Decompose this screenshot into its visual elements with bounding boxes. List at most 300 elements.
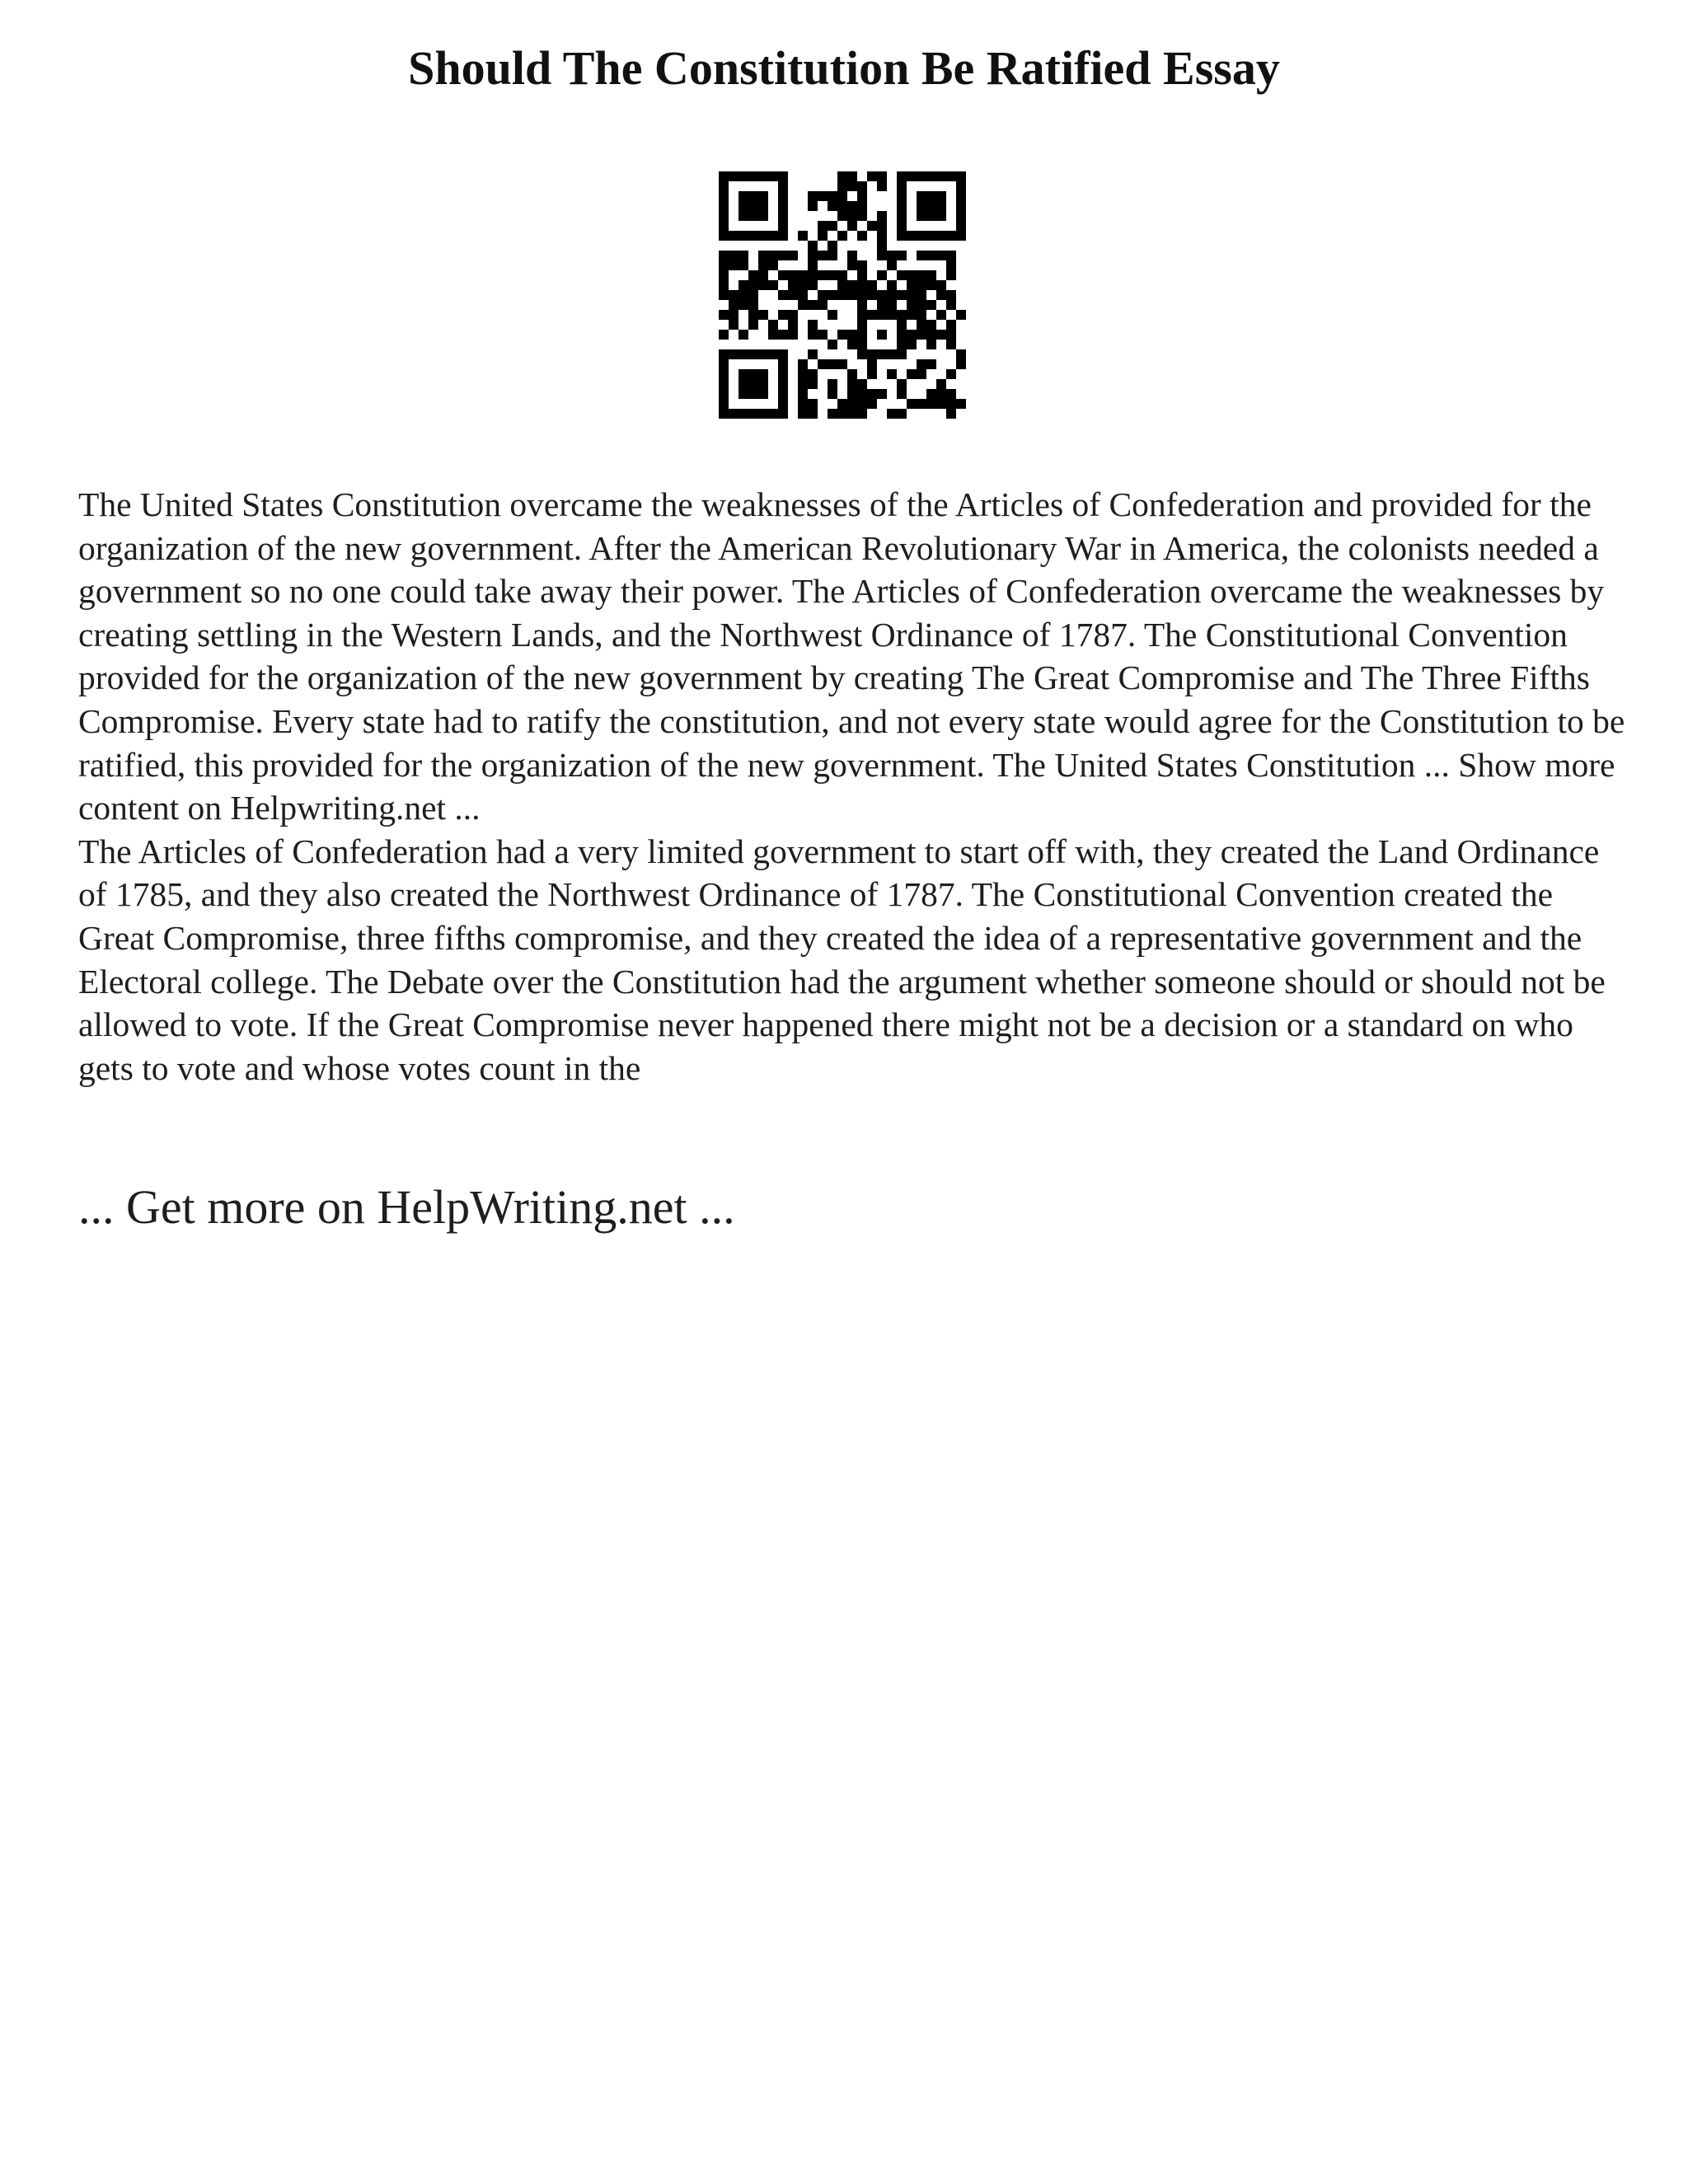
qr-module xyxy=(719,399,729,409)
qr-module xyxy=(897,221,907,231)
qr-module xyxy=(857,409,867,419)
qr-module xyxy=(768,349,778,359)
qr-module xyxy=(956,211,966,221)
qr-module xyxy=(946,320,956,330)
qr-module xyxy=(907,290,917,300)
qr-module xyxy=(738,290,748,300)
qr-module xyxy=(808,270,818,280)
qr-module xyxy=(907,369,917,379)
qr-module xyxy=(719,171,729,181)
qr-module xyxy=(857,389,867,399)
qr-module xyxy=(837,191,847,201)
qr-module xyxy=(788,290,798,300)
qr-module xyxy=(887,290,897,300)
qr-module xyxy=(828,359,837,369)
qr-module xyxy=(828,191,837,201)
qr-module xyxy=(837,181,847,191)
qr-module xyxy=(748,211,758,221)
qr-module xyxy=(729,300,738,310)
qr-module xyxy=(808,349,818,359)
qr-module xyxy=(887,369,897,379)
qr-module xyxy=(847,201,857,211)
qr-module xyxy=(926,280,936,290)
qr-module xyxy=(926,231,936,241)
qr-module xyxy=(917,399,926,409)
qr-module xyxy=(897,171,907,181)
qr-module xyxy=(818,191,828,201)
qr-module xyxy=(808,409,818,419)
qr-module xyxy=(847,290,857,300)
qr-module xyxy=(748,280,758,290)
qr-module xyxy=(748,320,758,330)
qr-module xyxy=(946,270,956,280)
qr-module xyxy=(778,409,788,419)
qr-module xyxy=(748,349,758,359)
qr-module xyxy=(917,251,926,260)
qr-module xyxy=(778,379,788,389)
qr-module xyxy=(778,201,788,211)
qr-module xyxy=(738,409,748,419)
qr-module xyxy=(758,211,768,221)
qr-module xyxy=(788,320,798,330)
qr-module xyxy=(946,369,956,379)
qr-module xyxy=(738,191,748,201)
qr-module xyxy=(798,300,808,310)
qr-module xyxy=(837,330,847,340)
qr-module xyxy=(926,320,936,330)
qr-module xyxy=(778,399,788,409)
qr-module xyxy=(729,290,738,300)
qr-module xyxy=(847,260,857,270)
qr-module xyxy=(907,231,917,241)
qr-module xyxy=(926,359,936,369)
qr-module xyxy=(926,251,936,260)
qr-module xyxy=(758,379,768,389)
qr-module xyxy=(907,399,917,409)
qr-module xyxy=(917,231,926,241)
qr-module xyxy=(798,359,808,369)
qr-module xyxy=(828,290,837,300)
qr-module xyxy=(738,171,748,181)
qr-module xyxy=(917,320,926,330)
qr-module xyxy=(729,231,738,241)
qr-module xyxy=(956,359,966,369)
qr-module xyxy=(877,251,887,260)
qr-module xyxy=(768,330,778,340)
qr-module xyxy=(847,221,857,231)
qr-module xyxy=(857,280,867,290)
qr-module xyxy=(837,399,847,409)
qr-module xyxy=(897,340,907,349)
qr-module xyxy=(877,330,887,340)
qr-module xyxy=(768,231,778,241)
qr-module xyxy=(897,270,907,280)
qr-module xyxy=(956,349,966,359)
qr-module xyxy=(837,270,847,280)
qr-module xyxy=(877,270,887,280)
qr-module xyxy=(729,171,738,181)
qr-module xyxy=(738,389,748,399)
qr-module xyxy=(798,409,808,419)
qr-module xyxy=(828,270,837,280)
qr-module xyxy=(748,389,758,399)
qr-module xyxy=(729,251,738,260)
qr-module xyxy=(867,399,877,409)
qr-module xyxy=(867,280,877,290)
qr-module xyxy=(946,399,956,409)
qr-module xyxy=(729,349,738,359)
qr-module xyxy=(917,211,926,221)
qr-module xyxy=(867,310,877,320)
qr-module xyxy=(897,409,907,419)
qr-module xyxy=(926,340,936,349)
qr-module xyxy=(738,260,748,270)
qr-module xyxy=(828,409,837,419)
qr-module xyxy=(847,389,857,399)
qr-module xyxy=(788,251,798,260)
qr-module xyxy=(917,201,926,211)
essay-paragraph-2: The Articles of Confederation had a very limited government to start off with, they created the Land Ordinance of 1785, and they also created the Northwest Ordinance of 1787. The Constitutional Convention created the Great Compromise, three fifths compromise, and they created the idea of a representative government and the Electoral college. The Debate over the Constitution had the argument whether someone should or should not be allowed to vote. If the Great Compromise never happened there might not be a decision or a standard on who gets to vote and whose votes count in the xyxy=(78,832,1606,1087)
qr-module xyxy=(867,171,877,181)
qr-module xyxy=(748,191,758,201)
qr-module xyxy=(768,320,778,330)
qr-module xyxy=(798,290,808,300)
qr-module xyxy=(897,201,907,211)
qr-module xyxy=(936,330,946,340)
qr-module xyxy=(936,280,946,290)
qr-module xyxy=(936,191,946,201)
qr-module xyxy=(758,171,768,181)
qr-module xyxy=(936,399,946,409)
qr-module xyxy=(808,260,818,270)
qr-module xyxy=(758,369,768,379)
qr-module xyxy=(788,330,798,340)
qr-module xyxy=(956,201,966,211)
qr-module xyxy=(719,359,729,369)
qr-module xyxy=(818,270,828,280)
qr-module xyxy=(778,251,788,260)
qr-module xyxy=(917,171,926,181)
qr-module xyxy=(926,270,936,280)
qr-module xyxy=(778,171,788,181)
qr-module xyxy=(738,231,748,241)
qr-module xyxy=(907,310,917,320)
qr-module xyxy=(798,379,808,389)
qr-module xyxy=(946,231,956,241)
qr-module xyxy=(897,211,907,221)
qr-module xyxy=(867,359,877,369)
qr-module xyxy=(897,320,907,330)
qr-module xyxy=(738,300,748,310)
qr-module xyxy=(867,349,877,359)
qr-module xyxy=(719,330,729,340)
qr-module xyxy=(946,330,956,340)
qr-module xyxy=(818,251,828,260)
qr-module xyxy=(719,379,729,389)
qr-module xyxy=(857,231,867,241)
qr-module xyxy=(719,201,729,211)
qr-module xyxy=(877,231,887,241)
qr-module xyxy=(877,221,887,231)
qr-module xyxy=(926,171,936,181)
qr-module xyxy=(719,211,729,221)
qr-module xyxy=(917,290,926,300)
qr-module xyxy=(748,409,758,419)
qr-module xyxy=(857,300,867,310)
qr-module xyxy=(847,369,857,379)
qr-module xyxy=(808,280,818,290)
qr-module xyxy=(738,349,748,359)
qr-module xyxy=(847,340,857,349)
qr-module xyxy=(946,409,956,419)
qr-module xyxy=(857,201,867,211)
qr-module xyxy=(778,369,788,379)
qr-module xyxy=(837,359,847,369)
qr-module xyxy=(778,359,788,369)
qr-module xyxy=(828,241,837,251)
qr-module xyxy=(808,369,818,379)
qr-module xyxy=(798,399,808,409)
qr-module xyxy=(729,320,738,330)
qr-module xyxy=(808,300,818,310)
qr-module xyxy=(857,290,867,300)
qr-module xyxy=(877,290,887,300)
qr-module xyxy=(897,389,907,399)
qr-module xyxy=(778,349,788,359)
qr-module xyxy=(828,340,837,349)
qr-module xyxy=(729,409,738,419)
qr-module xyxy=(748,290,758,300)
qr-module xyxy=(788,310,798,320)
qr-module xyxy=(719,290,729,300)
qr-module xyxy=(738,379,748,389)
qr-module xyxy=(768,409,778,419)
qr-module xyxy=(857,310,867,320)
qr-module xyxy=(738,211,748,221)
qr-module xyxy=(738,251,748,260)
qr-module xyxy=(867,290,877,300)
qr-module xyxy=(897,310,907,320)
qr-module xyxy=(808,191,818,201)
qr-module xyxy=(719,310,729,320)
qr-module xyxy=(877,300,887,310)
qr-module xyxy=(907,330,917,340)
qr-module xyxy=(798,389,808,399)
qr-module xyxy=(926,211,936,221)
qr-module xyxy=(847,409,857,419)
qr-module xyxy=(917,369,926,379)
qr-module xyxy=(907,171,917,181)
qr-module xyxy=(818,359,828,369)
qr-module xyxy=(946,340,956,349)
qr-module xyxy=(857,349,867,359)
qr-module xyxy=(738,330,748,340)
qr-module xyxy=(788,270,798,280)
qr-module xyxy=(729,260,738,270)
qr-module xyxy=(917,270,926,280)
qr-module xyxy=(887,310,897,320)
qr-module xyxy=(857,330,867,340)
qr-module xyxy=(778,221,788,231)
qr-module xyxy=(837,171,847,181)
qr-module xyxy=(917,300,926,310)
qr-module xyxy=(867,369,877,379)
qr-module xyxy=(946,260,956,270)
qr-module xyxy=(926,300,936,310)
qr-module xyxy=(719,251,729,260)
qr-module xyxy=(798,280,808,290)
qr-module xyxy=(719,181,729,191)
essay-body xyxy=(78,483,1628,1090)
qr-code-icon[interactable] xyxy=(719,171,966,419)
qr-module xyxy=(748,171,758,181)
qr-module xyxy=(956,191,966,201)
qr-module xyxy=(828,201,837,211)
qr-module xyxy=(768,251,778,260)
qr-module xyxy=(837,231,847,241)
qr-module xyxy=(798,231,808,241)
qr-module xyxy=(857,260,867,270)
qr-module xyxy=(748,369,758,379)
qr-module xyxy=(857,399,867,409)
qr-module xyxy=(768,171,778,181)
qr-module xyxy=(936,290,946,300)
qr-module xyxy=(897,379,907,389)
qr-module xyxy=(719,221,729,231)
qr-module xyxy=(837,211,847,221)
qr-module xyxy=(778,290,788,300)
qr-module xyxy=(847,181,857,191)
qr-module xyxy=(877,181,887,191)
qr-module xyxy=(956,221,966,231)
qr-module xyxy=(818,221,828,231)
qr-module xyxy=(857,270,867,280)
qr-module xyxy=(758,409,768,419)
qr-module xyxy=(847,171,857,181)
qr-module xyxy=(788,280,798,290)
qr-module xyxy=(818,300,828,310)
qr-module xyxy=(936,251,946,260)
qr-module xyxy=(808,379,818,389)
qr-module xyxy=(926,201,936,211)
qr-module xyxy=(857,379,867,389)
get-more-link[interactable]: ... Get more on HelpWriting.net ... xyxy=(78,1180,735,1234)
qr-module xyxy=(936,171,946,181)
qr-module xyxy=(719,369,729,379)
qr-module xyxy=(758,349,768,359)
qr-module xyxy=(719,349,729,359)
qr-module xyxy=(956,171,966,181)
qr-module xyxy=(719,270,729,280)
qr-module xyxy=(857,191,867,201)
qr-module xyxy=(847,330,857,340)
qr-module xyxy=(917,280,926,290)
qr-module xyxy=(738,201,748,211)
qr-module xyxy=(758,191,768,201)
qr-module xyxy=(719,409,729,419)
qr-module xyxy=(936,211,946,221)
qr-module xyxy=(738,280,748,290)
qr-module xyxy=(907,300,917,310)
qr-module xyxy=(808,251,818,260)
qr-module xyxy=(837,201,847,211)
qr-module xyxy=(867,389,877,399)
essay-paragraph-1: The United States Constitution overcame the weaknesses of the Articles of Confederation and provided for the organization of the new government. After the American Revolutionary War in America, the colonists needed a government so no one could take away their power. The Articles of Confederation overcame the weaknesses by creating settling in the Western Lands, and the Northwest Ordinance of 1787. The Constitutional Convention provided for the organization of the new government by creating The Great Compromise and The Three Fifths Compromise. Every state had to ratify the constitution, and not every state would agree for the Constitution to be ratified, this provided for the organization of the new government. The United States Constitution ... Show more content on Helpwriting.net ... xyxy=(78,485,1625,827)
qr-module xyxy=(837,409,847,419)
qr-module xyxy=(748,300,758,310)
qr-module xyxy=(758,280,768,290)
qr-module xyxy=(837,280,847,290)
qr-module xyxy=(897,251,907,260)
qr-module xyxy=(808,330,818,340)
qr-module xyxy=(946,171,956,181)
qr-module xyxy=(778,270,788,280)
qr-module xyxy=(956,310,966,320)
qr-module xyxy=(897,290,907,300)
qr-module xyxy=(897,349,907,359)
qr-module xyxy=(887,251,897,260)
qr-module xyxy=(828,251,837,260)
qr-module xyxy=(758,270,768,280)
qr-module xyxy=(926,330,936,340)
qr-module xyxy=(956,181,966,191)
qr-module xyxy=(857,320,867,330)
qr-module xyxy=(926,399,936,409)
qr-module xyxy=(877,349,887,359)
qr-module xyxy=(758,389,768,399)
qr-module xyxy=(719,280,729,290)
qr-module xyxy=(956,231,966,241)
qr-module xyxy=(877,241,887,251)
qr-module xyxy=(808,399,818,409)
qr-module xyxy=(936,201,946,211)
qr-module xyxy=(936,310,946,320)
qr-module xyxy=(917,191,926,201)
qr-module xyxy=(877,310,887,320)
qr-module xyxy=(887,349,897,359)
qr-module xyxy=(907,340,917,349)
qr-module xyxy=(907,270,917,280)
qr-module xyxy=(897,181,907,191)
qr-module xyxy=(748,201,758,211)
qr-module xyxy=(897,191,907,201)
qr-module xyxy=(917,330,926,340)
qr-module xyxy=(719,389,729,399)
qr-module xyxy=(887,300,897,310)
qr-module xyxy=(847,211,857,221)
qr-module xyxy=(808,201,818,211)
qr-module xyxy=(818,290,828,300)
qr-module xyxy=(719,260,729,270)
qr-module xyxy=(818,330,828,340)
qr-module xyxy=(877,389,887,399)
qr-module xyxy=(798,369,808,379)
qr-module xyxy=(917,359,926,369)
qr-module xyxy=(828,379,837,389)
qr-module xyxy=(758,310,768,320)
qr-module xyxy=(758,201,768,211)
qr-module xyxy=(887,409,897,419)
qr-module xyxy=(897,330,907,340)
qr-module xyxy=(828,221,837,231)
qr-module xyxy=(778,211,788,221)
qr-module xyxy=(719,231,729,241)
qr-module xyxy=(946,290,956,300)
qr-module xyxy=(768,260,778,270)
qr-module xyxy=(946,389,956,399)
qr-module xyxy=(926,191,936,201)
qr-module xyxy=(748,231,758,241)
